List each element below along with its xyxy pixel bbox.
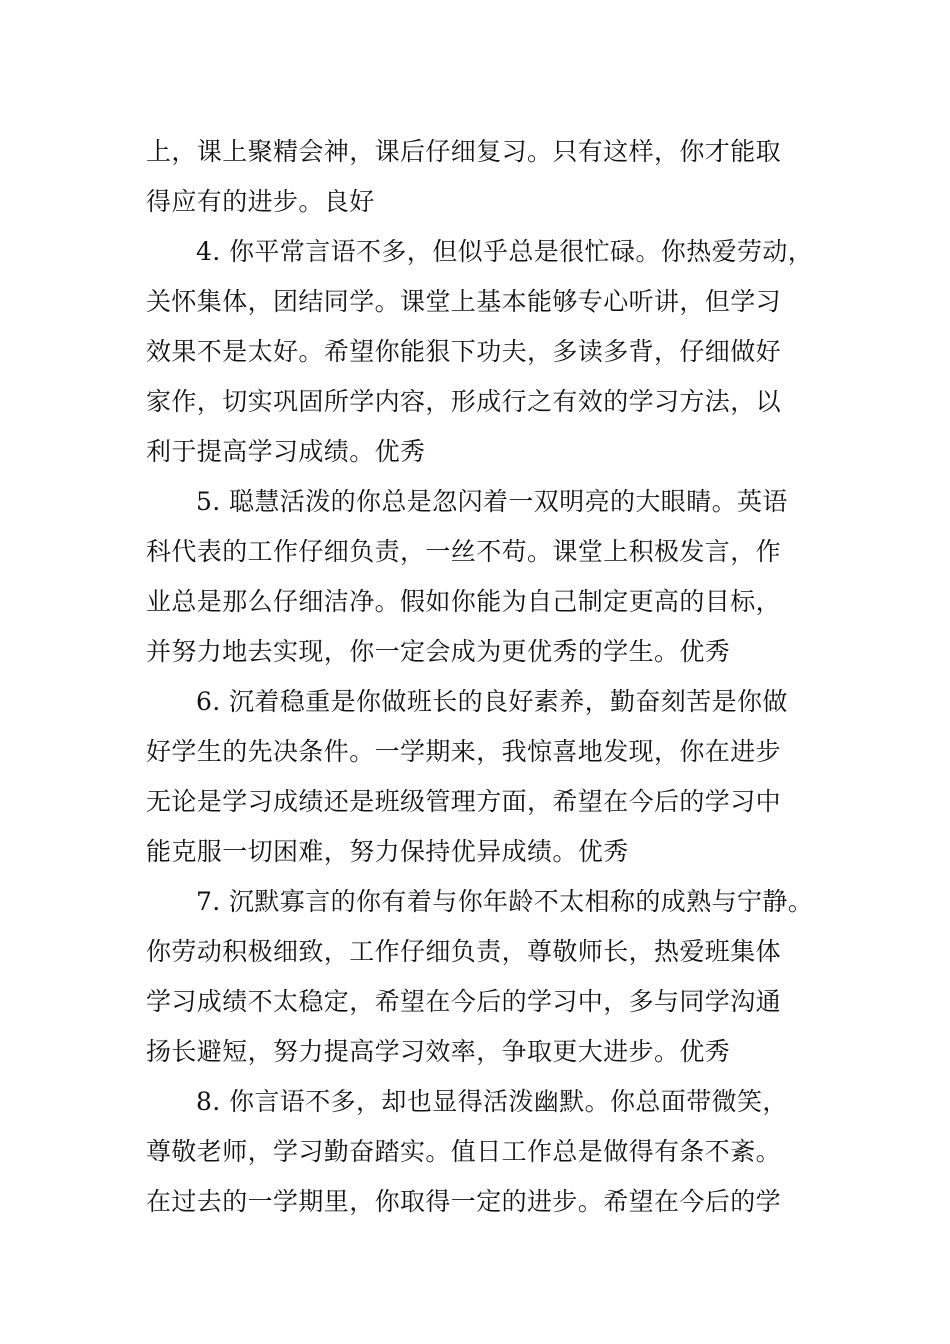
text-line: 尊敬老师，学习勤奋踏实。值日工作总是做得有条不紊。 [146, 1137, 782, 1166]
text-line: 科代表的工作仔细负责，一丝不苟。课堂上积极发言，作 [146, 537, 782, 566]
text-line: 效果不是太好。希望你能狠下功夫，多读多背，仔细做好 [146, 337, 782, 366]
text-line: 无论是学习成绩还是班级管理方面，希望在今后的学习中 [146, 787, 782, 816]
text-line: 业总是那么仔细洁净。假如你能为自己制定更高的目标， [146, 587, 782, 616]
text-line: 扬长避短，努力提高学习效率，争取更大进步。优秀 [146, 1037, 731, 1066]
text-line: 7. 沉默寡言的你有着与你年龄不太相称的成熟与宁静。 [196, 887, 814, 916]
text-line: 上，课上聚精会神，课后仔细复习。只有这样，你才能取 [146, 137, 782, 166]
text-line: 家作，切实巩固所学内容，形成行之有效的学习方法，以 [146, 387, 782, 416]
text-line: 能克服一切困难，努力保持优异成绩。优秀 [146, 837, 629, 866]
text-line: 8. 你言语不多，却也显得活泼幽默。你总面带微笑， [196, 1087, 788, 1116]
text-line: 并努力地去实现，你一定会成为更优秀的学生。优秀 [146, 637, 731, 666]
text-line: 利于提高学习成绩。优秀 [146, 437, 426, 466]
document-body [146, 127, 836, 1227]
text-line: 得应有的进步。良好 [146, 187, 375, 216]
text-line: 在过去的一学期里，你取得一定的进步。希望在今后的学 [146, 1187, 782, 1216]
text-line: 4. 你平常言语不多，但似乎总是很忙碌。你热爱劳动， [196, 237, 814, 266]
text-line: 6. 沉着稳重是你做班长的良好素养，勤奋刻苦是你做 [196, 687, 788, 716]
text-line: 你劳动积极细致，工作仔细负责，尊敬师长，热爱班集体 [146, 937, 782, 966]
text-line: 关怀集体，团结同学。课堂上基本能够专心听讲，但学习 [146, 287, 782, 316]
text-line: 5. 聪慧活泼的你总是忽闪着一双明亮的大眼睛。英语 [196, 487, 788, 516]
text-line: 好学生的先决条件。一学期来，我惊喜地发现，你在进步 [146, 737, 782, 766]
text-line: 学习成绩不太稳定，希望在今后的学习中，多与同学沟通 [146, 987, 782, 1016]
